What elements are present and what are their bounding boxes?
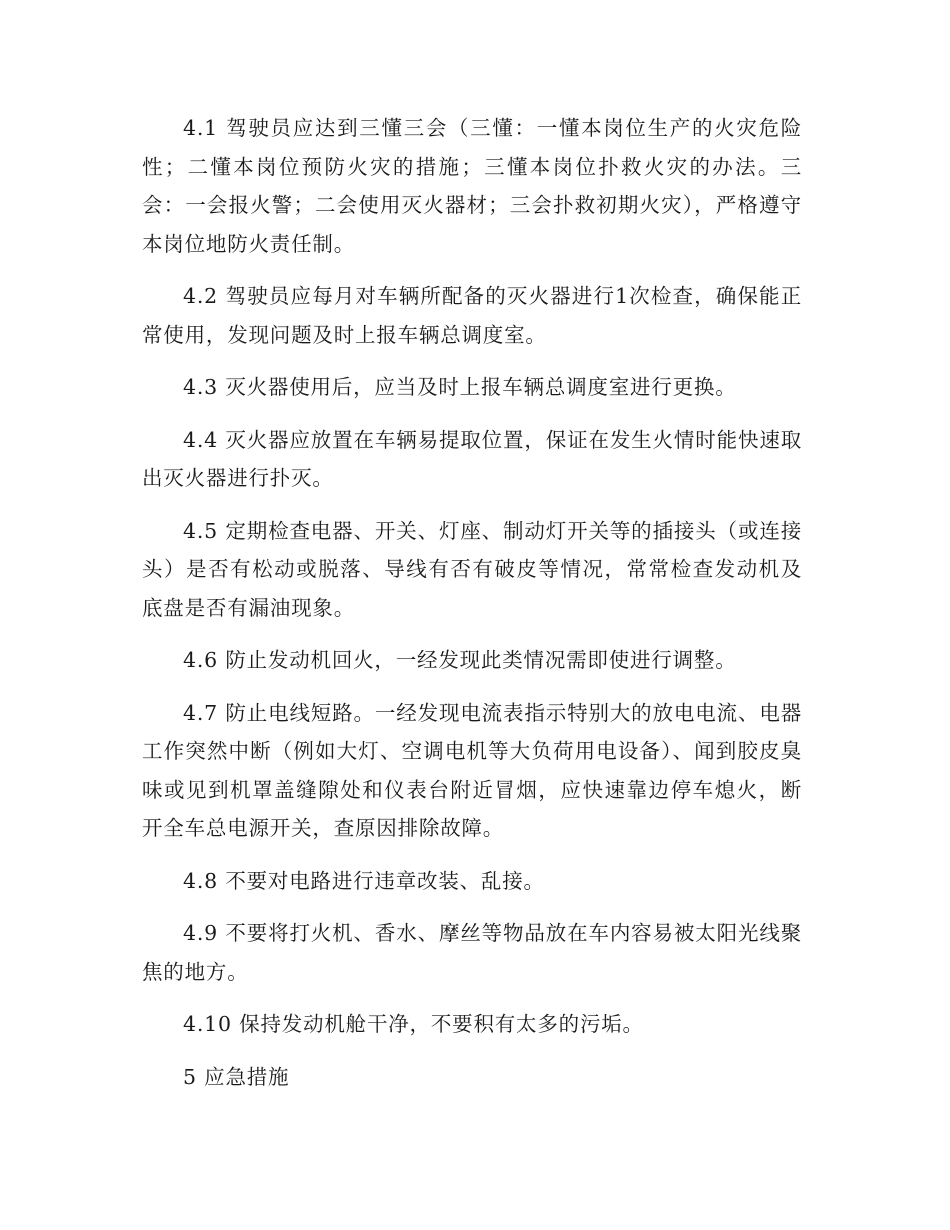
paragraph-4-6: 4.6 防止发动机回火，一经发现此类情况需即使进行调整。 (183, 648, 737, 672)
paragraph-4-5: 4.5 定期检查电器、开关、灯座、制动灯开关等的插接头（或连接头）是否有松动或脱落、导线有否有破皮等情况，常常检查发动机及底盘是否有漏油现象。 (142, 518, 802, 620)
paragraph-4-3: 4.3 灭火器使用后，应当及时上报车辆总调度室进行更换。 (183, 375, 737, 399)
paragraph-4-8: 4.8 不要对电路进行违章改装、乱接。 (183, 868, 545, 893)
paragraph-4-9: 4.9 不要将打火机、香水、摩丝等物品放在车内容易被太阳光线聚焦的地方。 (142, 921, 802, 984)
paragraph-4-7: 4.7 防止电线短路。一经发现电流表指示特别大的放电电流、电器工作突然中断（例如大灯、空调电机等大负荷用电设备）、闻到胶皮臭味或见到机罩盖缝隙处和仪表台附近冒烟，应快速靠边停车熄火，断开全车总电源开关，查原因排除故障。 (142, 700, 802, 840)
paragraph-4-2: 4.2 驾驶员应每月对车辆所配备的灭火器进行1次检查，确保能正常使用，发现问题及时上报车辆总调度室。 (142, 284, 802, 347)
paragraph-4-10: 4.10 保持发动机舱干净，不要积有太多的污垢。 (183, 1012, 644, 1036)
paragraph-4-4: 4.4 灭火器应放置在车辆易提取位置，保证在发生火情时能快速取出灭火器进行扑灭。 (142, 427, 802, 490)
section-heading-5: 5 应急措施 (183, 1064, 290, 1089)
paragraph-4-1: 4.1 驾驶员应达到三懂三会（三懂：一懂本岗位生产的火灾危险性；二懂本岗位预防火灾的措施；三懂本岗位扑救火灾的办法。三会：一会报火警；二会使用灭火器材；三会扑救初期火灾），严格遵守本岗位地防火责任制。 (142, 116, 802, 256)
document-body (142, 109, 802, 1096)
